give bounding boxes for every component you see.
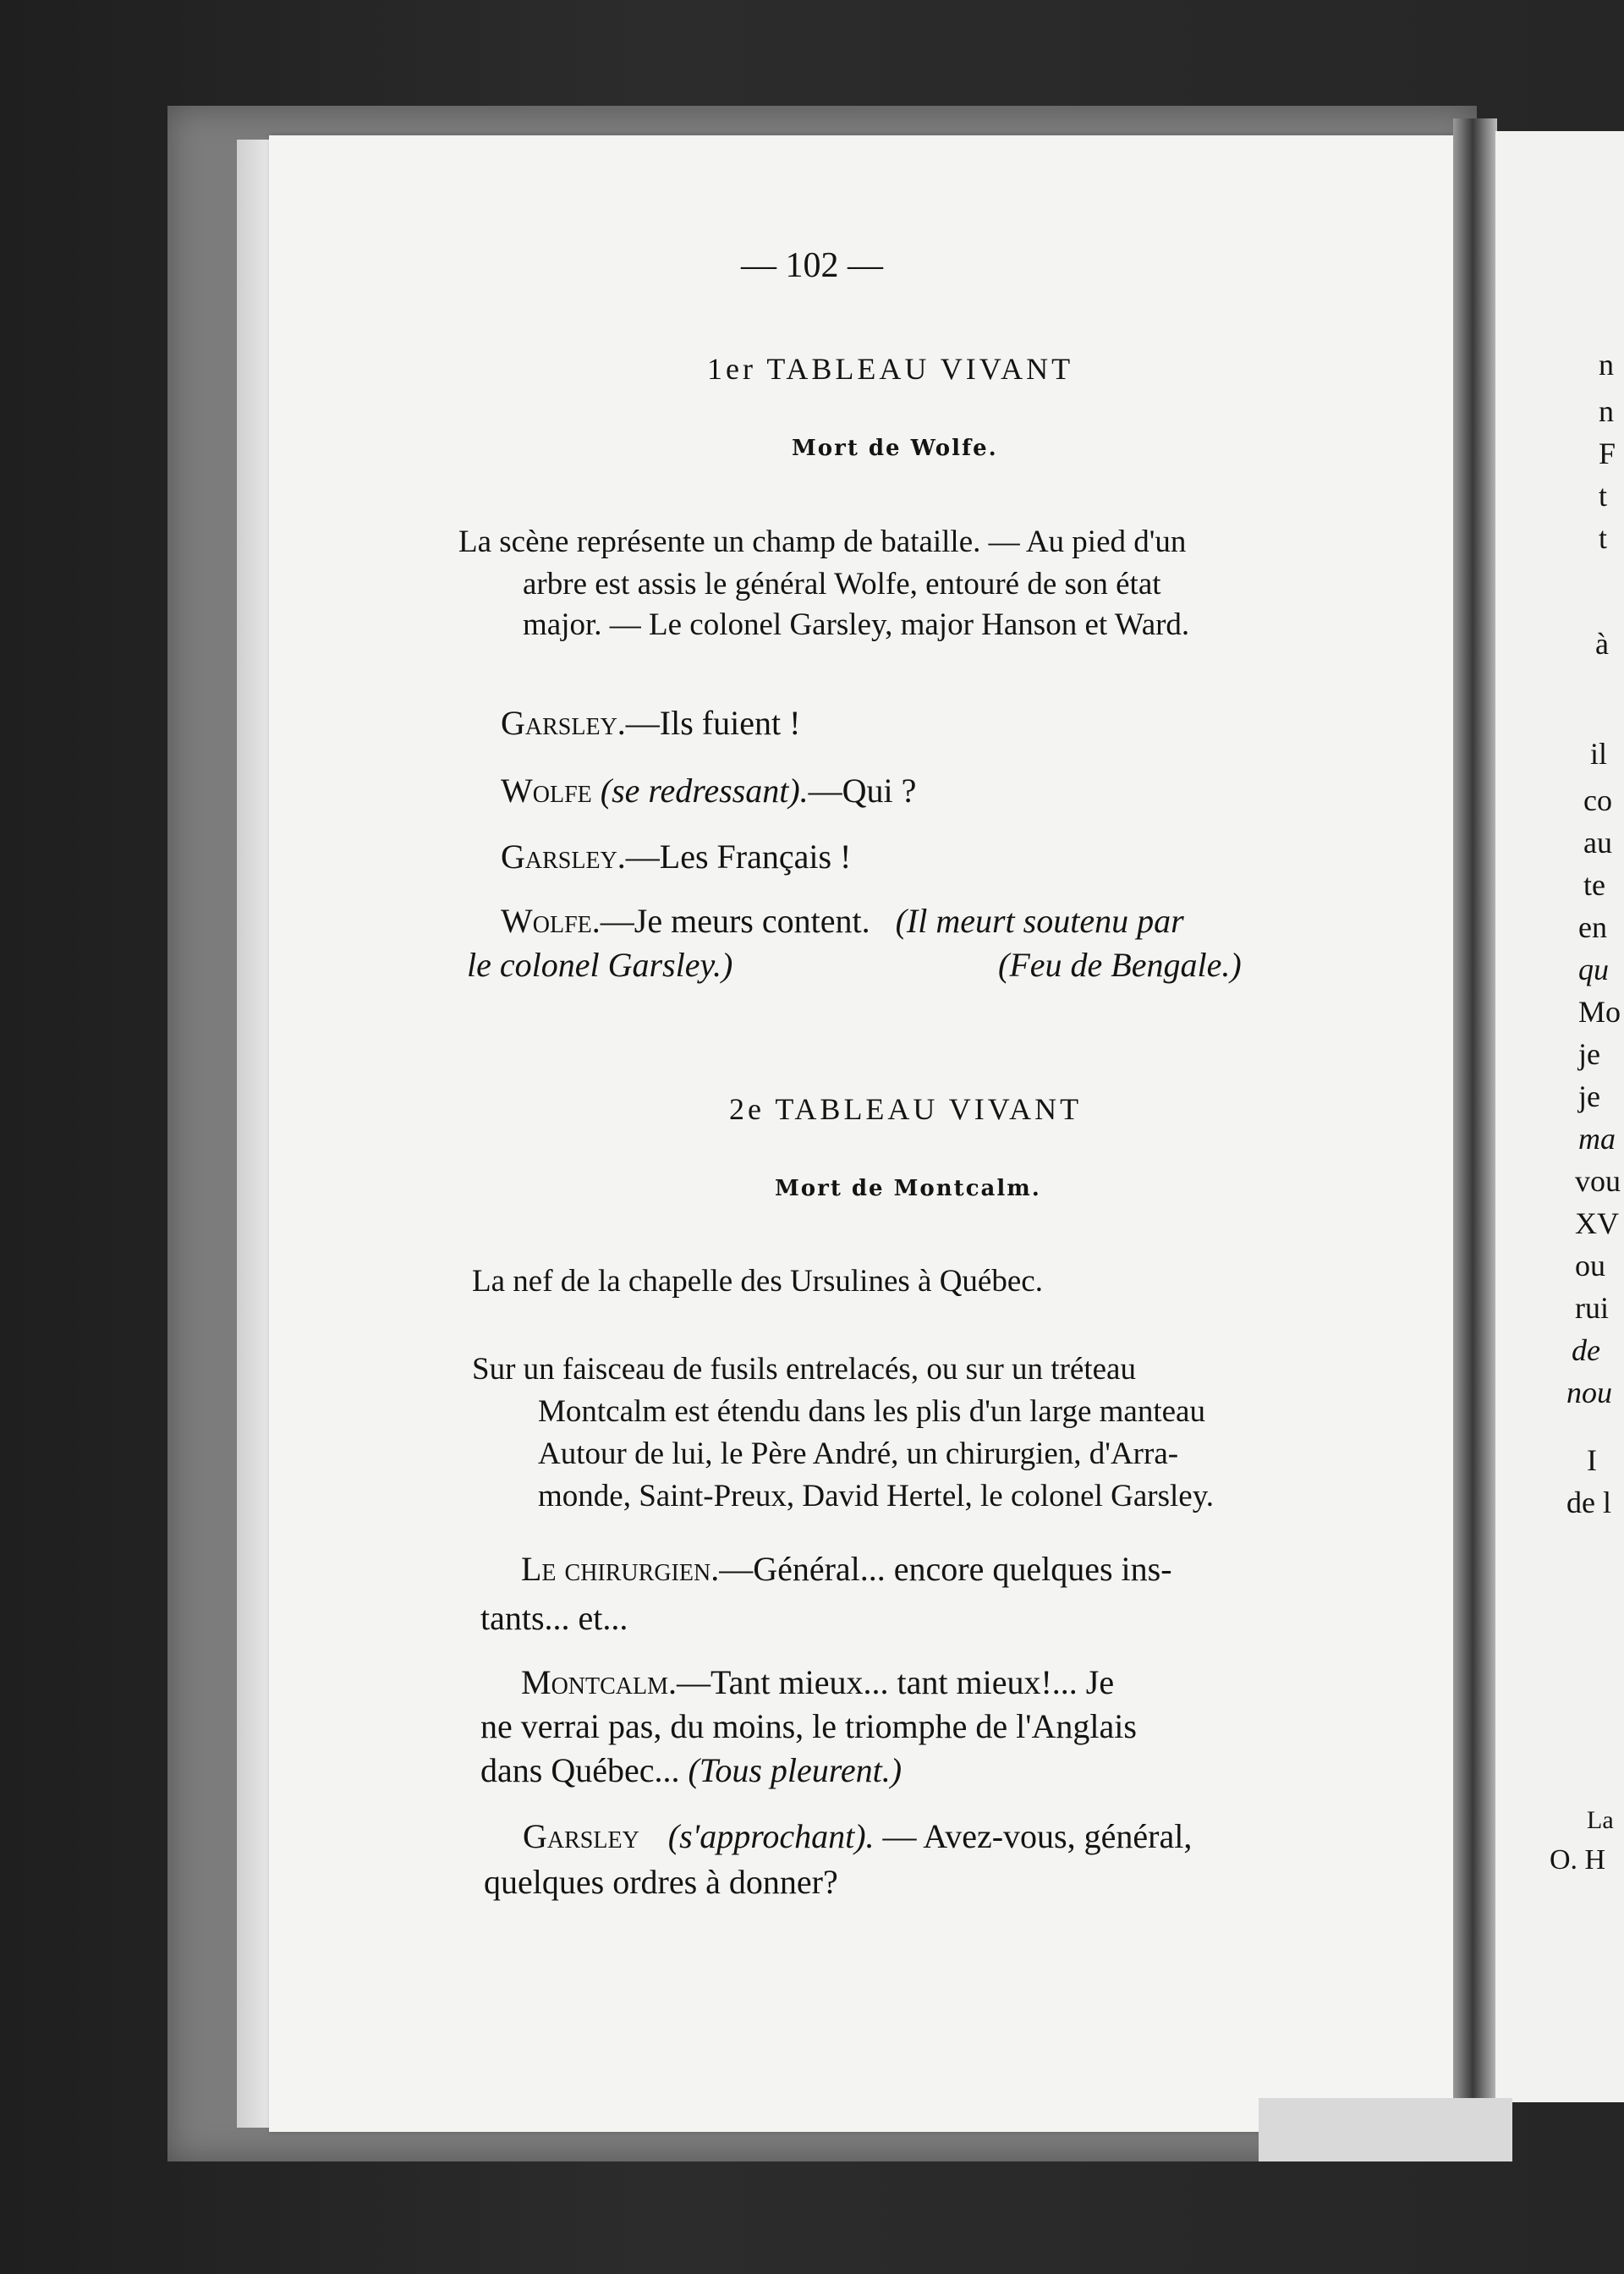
garsley-line-cont: quelques ordres à donner? (484, 1863, 838, 1901)
montcalm-line-cont2 (480, 1746, 902, 1795)
facing-fragment: F (1599, 437, 1616, 470)
dialogue-text: —Les Français ! (625, 838, 852, 876)
page-tab-strip (1259, 2098, 1512, 2161)
tableau1-line4-stage-b: le colonel Garsley.) (467, 946, 733, 984)
tableau1-line3 (501, 832, 851, 882)
tableau1-line1 (501, 699, 800, 748)
tableau2-heading: 2e TABLEAU VIVANT (729, 1092, 1083, 1126)
surgeon-line (521, 1545, 1172, 1594)
dialogue-text: —Qui ? (808, 772, 917, 810)
facing-fragment: qu (1578, 953, 1609, 986)
tableau2-desc-line3: Autour de lui, le Père André, un chirurgien, d'Arra- (538, 1436, 1179, 1471)
montcalm-line-cont1: ne verrai pas, du moins, le triomphe de l'Anglais (480, 1707, 1137, 1745)
facing-fragment: il (1590, 737, 1608, 771)
facing-fragment: vou (1575, 1164, 1621, 1198)
tableau1-subtitle: Mort de Wolfe. (792, 436, 998, 461)
tableau2-desc-line1: Sur un faisceau de fusils entrelacés, ou sur un tréteau (472, 1352, 1136, 1387)
page-stack-edge (237, 140, 271, 2128)
stage-direction: (Il meurt soutenu par (895, 902, 1184, 940)
garsley-line (523, 1812, 1192, 1861)
facing-fragment: à (1595, 627, 1609, 661)
stage-direction: (s'approchant). (667, 1817, 875, 1855)
speaker-name: Garsley. (501, 838, 626, 876)
facing-fragment: au (1583, 826, 1612, 860)
facing-fragment: je (1578, 1037, 1600, 1071)
tableau2-setting: La nef de la chapelle des Ursulines à Québec. (472, 1264, 1043, 1299)
facing-fragment: co (1583, 783, 1612, 817)
stage-direction: (Tous pleurent.) (688, 1751, 903, 1789)
tableau2-desc-line2: Montcalm est étendu dans les plis d'un large manteau (538, 1394, 1205, 1429)
tableau1-desc-line2: arbre est assis le général Wolfe, entouré de son état (523, 567, 1161, 601)
facing-fragment: nou (1566, 1376, 1612, 1409)
facing-fragment: ou (1575, 1249, 1605, 1283)
tableau1-line2 (501, 766, 916, 816)
tableau1-line4 (501, 897, 1184, 946)
facing-fragment: je (1578, 1079, 1600, 1113)
dialogue-text: —Tant mieux... tant mieux!... Je (677, 1663, 1115, 1701)
speaker-name: Wolfe. (501, 902, 601, 940)
facing-fragment: Mo (1578, 995, 1621, 1029)
tableau2-subtitle: Mort de Montcalm. (775, 1176, 1041, 1201)
speaker-name: Garsley. (501, 704, 626, 742)
facing-fragment: de (1572, 1333, 1600, 1367)
facing-fragment: La (1587, 1806, 1614, 1834)
book-gutter (1453, 118, 1497, 2140)
dialogue-text: dans Québec... (480, 1751, 680, 1789)
facing-fragment: n (1599, 394, 1614, 428)
surgeon-line-cont: tants... et... (480, 1599, 628, 1637)
facing-fragment: I (1587, 1443, 1597, 1477)
dialogue-text: —Ils fuient ! (625, 704, 801, 742)
montcalm-line (521, 1658, 1114, 1707)
facing-fragment: O. H (1550, 1844, 1606, 1876)
facing-fragment: t (1599, 479, 1608, 513)
facing-fragment: n (1599, 348, 1614, 382)
tableau1-desc-line1: La scène représente un champ de bataille. — Au pied d'un (458, 525, 1187, 559)
page-number: — 102 — (741, 246, 883, 285)
facing-fragment: XV (1575, 1206, 1619, 1240)
stage-direction: (se redressant). (600, 772, 809, 810)
tableau1-line4-stage-c: (Feu de Bengale.) (998, 946, 1242, 984)
dialogue-text: —Je meurs content. (600, 902, 870, 940)
speaker-name: Le chirurgien. (521, 1550, 720, 1588)
speaker-name: Montcalm. (521, 1663, 678, 1701)
tableau1-heading: 1er TABLEAU VIVANT (707, 352, 1074, 386)
facing-fragment: de l (1566, 1486, 1611, 1519)
facing-fragment: rui (1575, 1291, 1609, 1325)
speaker-name: Garsley (523, 1817, 639, 1855)
facing-fragment: ma (1578, 1122, 1616, 1156)
speaker-name: Wolfe (501, 772, 592, 810)
facing-fragment: t (1599, 521, 1608, 555)
dialogue-text: —Général... encore quelques ins- (719, 1550, 1172, 1588)
tableau1-desc-line3: major. — Le colonel Garsley, major Hanson et Ward. (523, 607, 1190, 642)
facing-fragment: en (1578, 910, 1607, 944)
dialogue-text: — Avez-vous, général, (882, 1817, 1193, 1855)
facing-fragment: te (1583, 868, 1605, 902)
tableau2-desc-line4: monde, Saint-Preux, David Hertel, le colonel Garsley. (538, 1479, 1215, 1513)
